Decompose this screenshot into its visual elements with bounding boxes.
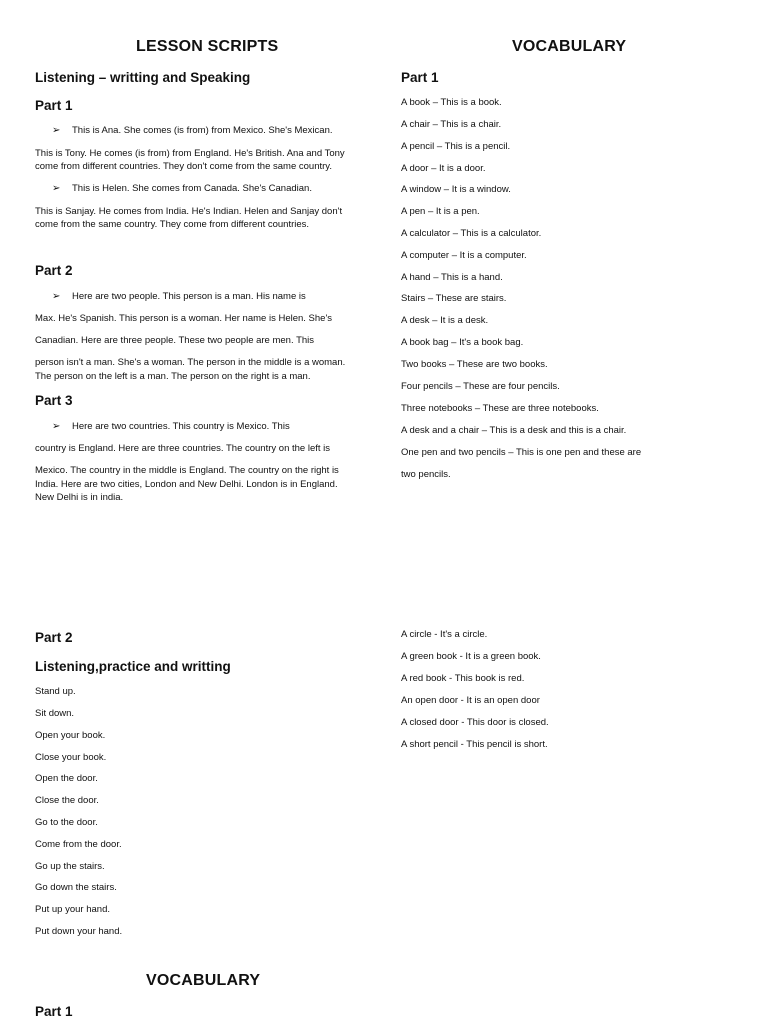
part3-line1: country is England. Here are three countries. The country on the left is: [35, 443, 331, 454]
list-item: Close your book.: [35, 752, 107, 763]
list-item: A red book - This book is red.: [401, 673, 525, 684]
part1-bullet-2: ➢ This is Helen. She comes from Canada. She's Canadian.: [52, 183, 312, 194]
list-item: A window – It is a window.: [401, 184, 511, 195]
lesson-scripts-title: LESSON SCRIPTS: [136, 38, 279, 55]
list-item: Three notebooks – These are three notebooks.: [401, 403, 599, 414]
part2-heading: Part 2: [35, 263, 73, 278]
part2-line2: Canadian. Here are three people. These two people are men. This: [35, 335, 315, 346]
part1-para2-line1: This is Sanjay. He comes from India. He's Indian. Helen and Sanjay don't: [35, 206, 343, 217]
list-item: A book – This is a book.: [401, 97, 502, 108]
part1-para1-line1: This is Tony. He comes (is from) from England. He's British. Ana and Tony: [35, 148, 345, 159]
list-item: A book bag – It's a book bag.: [401, 337, 524, 348]
list-item: two pencils.: [401, 469, 451, 480]
vocab-part1-heading: Part 1: [401, 70, 439, 85]
lesson-part2-heading: Part 2: [35, 630, 73, 645]
list-item: A circle - It's a circle.: [401, 629, 488, 640]
part1-heading: Part 1: [35, 98, 73, 113]
part3-heading: Part 3: [35, 393, 73, 408]
listening-subtitle: Listening – writting and Speaking: [35, 70, 251, 85]
vocab-part1-heading-2: Part 1: [35, 1004, 73, 1019]
list-item: Put up your hand.: [35, 904, 110, 915]
vocabulary-title-2: VOCABULARY: [146, 972, 261, 989]
list-item: Four pencils – These are four pencils.: [401, 381, 560, 392]
arrow-bullet-icon: ➢: [52, 183, 61, 194]
list-item: A hand – This is a hand.: [401, 272, 503, 283]
list-item: A pencil – This is a pencil.: [401, 141, 511, 152]
list-item: A chair – This is a chair.: [401, 119, 502, 130]
part1-para1-line2: come from different countries. They don't come from the same country.: [35, 161, 332, 172]
list-item: One pen and two pencils – This is one pen and these are: [401, 447, 642, 458]
list-item: Open your book.: [35, 730, 106, 741]
list-item: Sit down.: [35, 708, 75, 719]
arrow-bullet-icon: ➢: [52, 421, 61, 432]
list-item: Go up the stairs.: [35, 861, 105, 872]
list-item: Put down your hand.: [35, 926, 123, 937]
part2-line4: The person on the left is a man. The person on the right is a man.: [35, 371, 311, 382]
list-item: A pen – It is a pen.: [401, 206, 480, 217]
list-item: A door – It is a door.: [401, 163, 486, 174]
list-item: A short pencil - This pencil is short.: [401, 739, 548, 750]
part2-bullet-1: ➢ Here are two people. This person is a man. His name is: [52, 291, 306, 302]
list-item: A desk – It is a desk.: [401, 315, 489, 326]
list-item: Stand up.: [35, 686, 76, 697]
part2-line3: person isn't a man. She's a woman. The person in the middle is a woman.: [35, 357, 346, 368]
list-item: An open door - It is an open door: [401, 695, 540, 706]
part1-bullet-1: ➢ This is Ana. She comes (is from) from Mexico. She's Mexican.: [52, 125, 333, 136]
list-item: A green book - It is a green book.: [401, 651, 541, 662]
part3-line2: Mexico. The country in the middle is England. The country on the right is: [35, 465, 339, 476]
list-item: Go down the stairs.: [35, 882, 117, 893]
vocabulary-title: VOCABULARY: [512, 38, 627, 55]
part3-line3: India. Here are two cities, London and New Delhi. London is in England.: [35, 479, 338, 490]
list-item: A calculator – This is a calculator.: [401, 228, 542, 239]
list-item: Two books – These are two books.: [401, 359, 548, 370]
arrow-bullet-icon: ➢: [52, 291, 61, 302]
list-item: Close the door.: [35, 795, 99, 806]
list-item: Go to the door.: [35, 817, 98, 828]
list-item: A closed door - This door is closed.: [401, 717, 549, 728]
list-item: A desk and a chair – This is a desk and this is a chair.: [401, 425, 627, 436]
list-item: A computer – It is a computer.: [401, 250, 527, 261]
listening-practice-subtitle: Listening,practice and writting: [35, 659, 231, 674]
part3-line4: New Delhi is in india.: [35, 492, 124, 503]
part3-bullet-1: ➢ Here are two countries. This country is Mexico. This: [52, 421, 290, 432]
list-item: Open the door.: [35, 773, 98, 784]
list-item: Come from the door.: [35, 839, 122, 850]
part1-para2-line2: come from the same country. They come from different countries.: [35, 219, 310, 230]
arrow-bullet-icon: ➢: [52, 125, 61, 136]
part2-line1: Max. He's Spanish. This person is a woman. Her name is Helen. She's: [35, 313, 333, 324]
list-item: Stairs – These are stairs.: [401, 293, 507, 304]
